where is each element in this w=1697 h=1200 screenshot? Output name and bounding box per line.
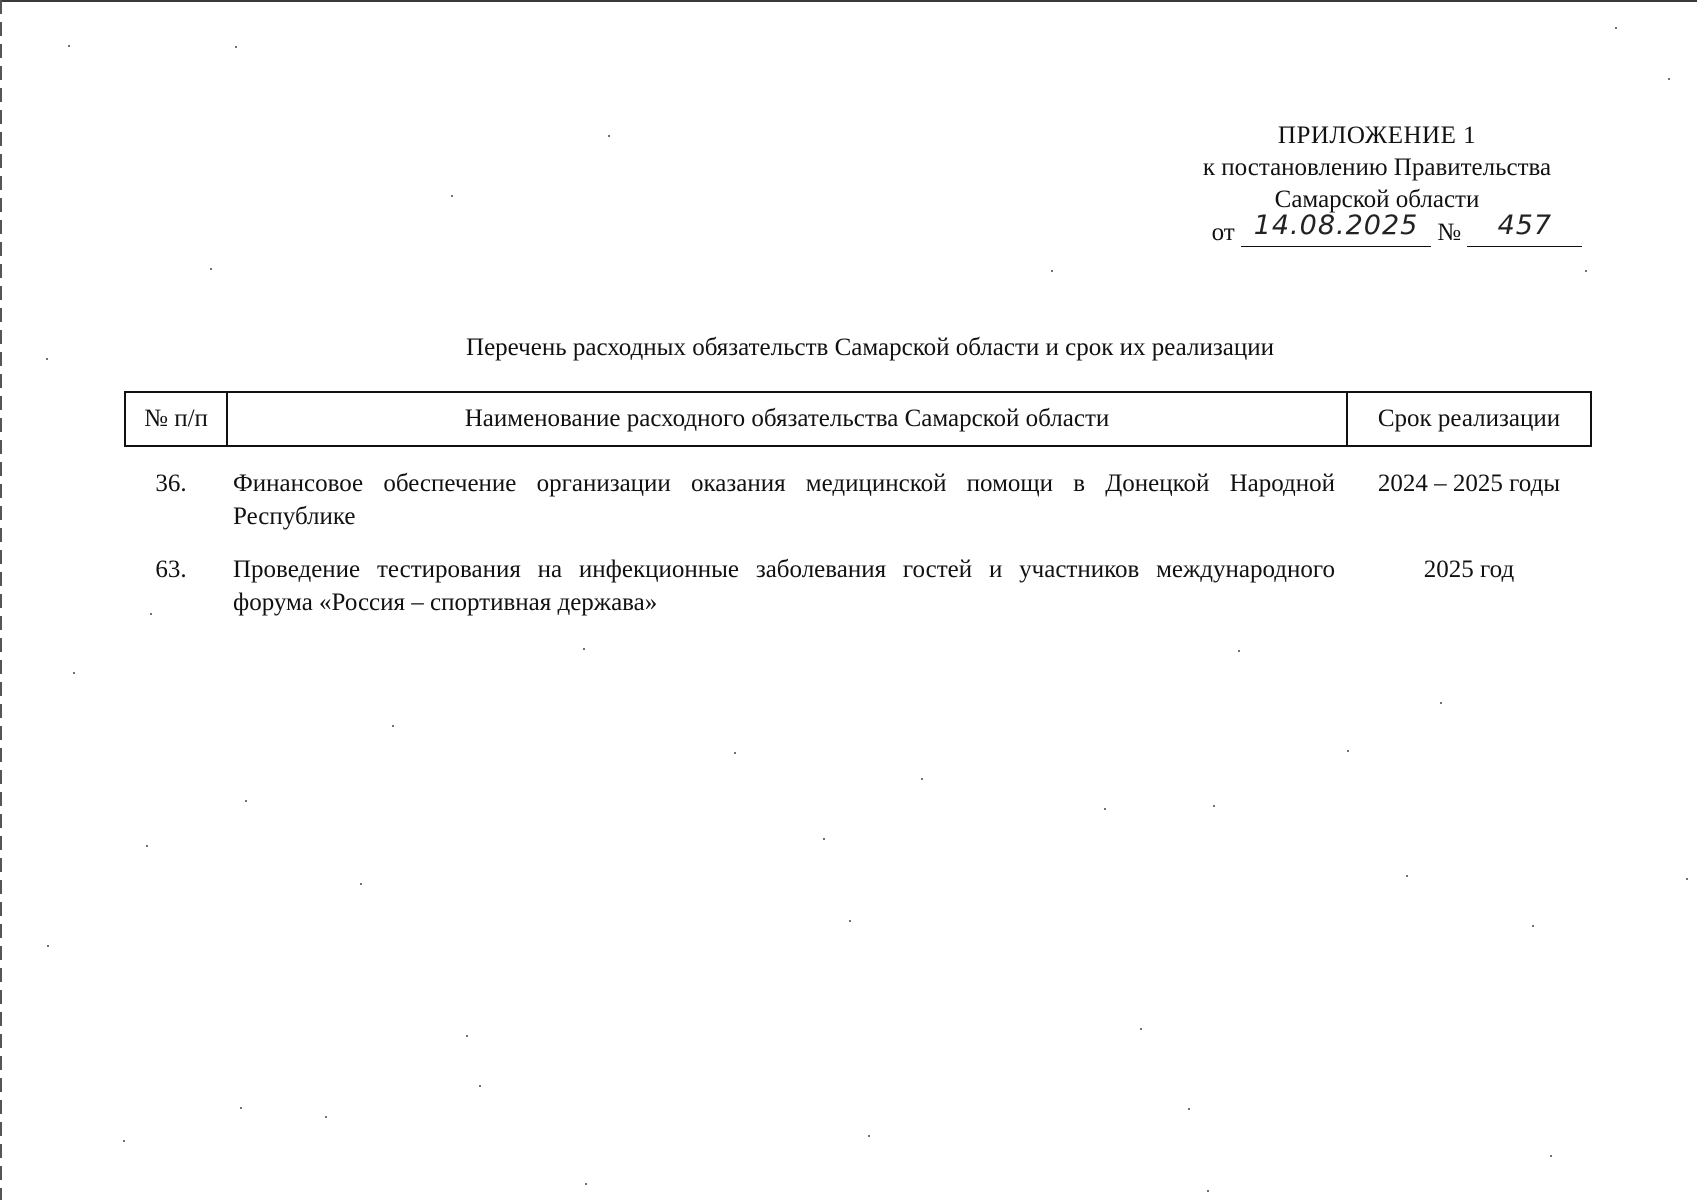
obligations-table (124, 391, 1592, 619)
handwritten-date: 14.08.2025 (1253, 210, 1419, 241)
number-sign: № (1437, 219, 1462, 246)
date-prefix: от (1211, 219, 1235, 246)
table-header-row (125, 392, 1591, 446)
appendix-region-line: Самарской области (1274, 186, 1480, 213)
document-title: Перечень расходных обязательств Самарской области и срок их реализации (466, 334, 1274, 361)
table-row (125, 446, 1591, 533)
appendix-date-number-row (1207, 210, 1587, 249)
row-name: Проведение тестирования на инфекционные заболевания гостей и участников международного форума «Россия – спортивная держава» (233, 556, 1335, 616)
row-number: 36. (155, 470, 187, 497)
appendix-resolution-line: к постановлению Правительства (1202, 154, 1552, 181)
date-field (1241, 210, 1431, 247)
row-term: 2024 – 2025 годы (1377, 470, 1561, 497)
appendix-title: ПРИЛОЖЕНИЕ 1 (1277, 122, 1477, 149)
scan-top-edge (0, 0, 1697, 2)
table-row (125, 533, 1591, 619)
number-field (1467, 210, 1582, 247)
handwritten-number: 457 (1497, 210, 1553, 241)
row-name: Финансовое обеспечение организации оказания медицинской помощи в Донецкой Народной Республике (233, 470, 1335, 530)
scan-left-edge (0, 0, 2, 1200)
header-name: Наименование расходного обязательства Самарской области (227, 392, 1347, 446)
row-term: 2025 год (1423, 556, 1515, 583)
header-term: Срок реализации (1347, 392, 1591, 446)
obligations-table-wrapper (124, 391, 1592, 619)
appendix-block (1167, 120, 1587, 249)
header-number: № п/п (125, 392, 227, 446)
row-number: 63. (155, 556, 187, 583)
